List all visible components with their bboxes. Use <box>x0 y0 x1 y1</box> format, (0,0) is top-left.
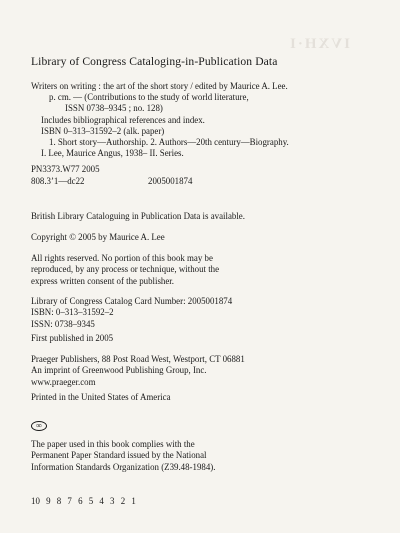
cip-dewey: 808.3’1—dc22 <box>31 175 85 186</box>
cip-note-line: Includes bibliographical references and index. <box>41 114 205 125</box>
printing-line: 10 9 8 7 6 5 4 3 2 1 <box>31 496 136 506</box>
paper-standard-note <box>31 439 215 473</box>
cip-dewey-row <box>31 176 311 187</box>
paper-note-line: Permanent Paper Standard issued by the National <box>31 450 207 461</box>
catalog-line: ISBN: 0–313–31592–2 <box>31 307 114 318</box>
publisher-line: An imprint of Greenwood Publishing Group, Inc. <box>31 365 207 376</box>
rights-line: reproduced, by any process or technique, without the <box>31 264 220 275</box>
cip-call-number: PN3373.W77 2005 <box>31 164 100 175</box>
british-library-note: British Library Cataloguing in Publication Data is available. <box>31 211 245 221</box>
cip-physical-line: p. cm. — (Contributions to the study of world literature, <box>49 92 249 103</box>
publisher-line: Praeger Publishers, 88 Post Road West, Westport, CT 06881 <box>31 354 245 364</box>
printed-line: Printed in the United States of America <box>31 392 171 402</box>
cip-subjects-line: 1. Short story—Authorship. 2. Authors—20th century—Biography. <box>49 137 289 148</box>
catalog-numbers <box>31 296 232 330</box>
catalog-line: Library of Congress Catalog Card Number: 2005001874 <box>31 296 233 306</box>
show-through-text: IVXH·I <box>287 36 350 52</box>
publisher-info <box>31 354 245 388</box>
catalog-line: ISSN: 0738–9345 <box>31 318 95 329</box>
cip-added-entries-line: I. Lee, Maurice Angus, 1938– II. Series. <box>41 148 184 159</box>
copyright-line: Copyright © 2005 by Maurice A. Lee <box>31 232 165 242</box>
cip-record <box>31 81 311 187</box>
cip-issn-line: ISSN 0738–9345 ; no. 128) <box>65 103 163 114</box>
rights-line: express written consent of the publisher. <box>31 275 174 286</box>
paper-note-line: The paper used in this book complies with the <box>31 439 195 449</box>
cip-title-line: Writers on writing : the art of the short story / edited by Maurice A. Lee. <box>31 81 288 91</box>
cip-isbn-line: ISBN 0–313–31592–2 (alk. paper) <box>41 125 165 136</box>
cip-heading: Library of Congress Cataloging-in-Publication Data <box>31 55 278 68</box>
paper-note-line: Information Standards Organization (Z39.48-1984). <box>31 461 216 472</box>
rights-statement <box>31 253 219 287</box>
rights-line: All rights reserved. No portion of this book may be <box>31 253 213 263</box>
publisher-line: www.praeger.com <box>31 376 96 387</box>
first-published-line: First published in 2005 <box>31 333 114 343</box>
cip-lccn: 2005001874 <box>148 175 193 186</box>
infinity-paper-standard-icon: ∞ <box>31 421 47 431</box>
